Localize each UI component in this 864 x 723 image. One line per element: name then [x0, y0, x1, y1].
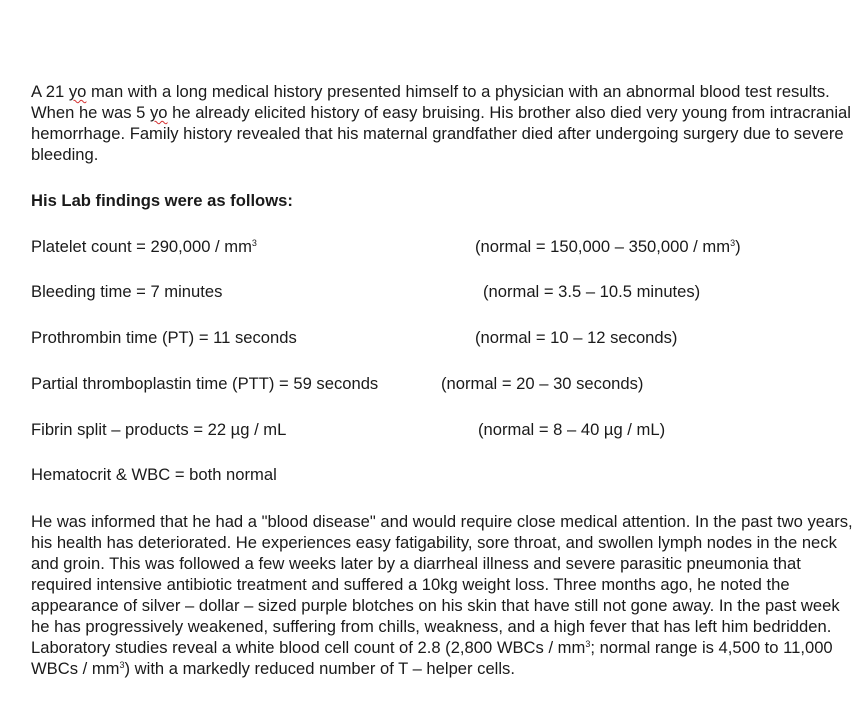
intro-text-2: man with a long medical history presented himself to a physician with an abnormal blood test results. When he was 5 — [31, 82, 830, 122]
lab-row-fibrin — [31, 419, 286, 440]
document-body — [31, 81, 853, 678]
intro-text-1: A 21 — [31, 82, 69, 101]
lab-normal-pt — [475, 327, 677, 348]
lab-normal-range: (normal = 150,000 – 350,000 / mm — [475, 237, 731, 256]
lab-normal-range: (normal = 3.5 – 10.5 minutes) — [483, 282, 701, 301]
lab-normal-bleeding-time — [483, 281, 700, 302]
superscript: 3 — [251, 238, 257, 248]
lab-normal-fibrin — [478, 419, 665, 440]
lab-finding: Fibrin split – products = 22 µg / mL — [31, 420, 287, 439]
lab-row-ptt — [31, 373, 378, 394]
lab-row-platelet — [31, 236, 257, 257]
lab-normal-range: (normal = 20 – 30 seconds) — [441, 374, 644, 393]
spellcheck-word-yo-1[interactable]: yo — [68, 82, 87, 101]
lab-finding: Platelet count = 290,000 / mm — [31, 237, 252, 256]
lab-row-bleeding-time — [31, 281, 222, 302]
superscript: 3 — [730, 238, 736, 248]
lab-normal-range-end: ) — [735, 237, 741, 256]
lab-findings-heading: His Lab findings were as follows: — [31, 191, 293, 210]
intro-text-3: he already elicited history of easy bruising. His brother also died very young from intracranial hemorrhage. Family history revealed that his maternal grandfather died after undergoing surgery due to severe bleeding. — [31, 103, 851, 164]
spellcheck-word-yo-2[interactable]: yo — [149, 103, 168, 122]
history-text-1: He was informed that he had a "blood disease" and would require close medical attention. In the past two years, his health has deteriorated. He experiences easy fatigability, sore throat, and swollen lymph nodes in the neck and groin. This was followed a few weeks later by a diarrheal illness and severe parasitic pneumonia that required intensive antibiotic treatment and suffered a 10kg weight loss. Three months ago, he noted the appearance of silver – dollar – sized purple blotches on his skin that have still not gone away. In the past week he has progressively weakened, suffering from chills, weakness, and a high fever that has left him bedridden. Laboratory studies reveal a white blood cell count of 2.8 (2,800 WBCs / mm — [31, 512, 853, 657]
lab-finding: Prothrombin time (PT) = 11 seconds — [31, 328, 297, 347]
lab-finding: Bleeding time = 7 minutes — [31, 282, 223, 301]
history-text-2: ; normal range is 4,500 to 11,000 WBCs / mm — [31, 638, 833, 678]
lab-finding: Partial thromboplastin time (PTT) = 59 seconds — [31, 374, 379, 393]
lab-normal-ptt — [441, 373, 643, 394]
history-paragraph — [31, 511, 853, 679]
lab-row-pt — [31, 327, 297, 348]
superscript: 3 — [119, 660, 125, 670]
case-intro-paragraph — [31, 81, 853, 165]
lab-normal-platelet — [475, 236, 741, 257]
lab-normal-range: (normal = 10 – 12 seconds) — [475, 328, 678, 347]
lab-row-hematocrit — [31, 464, 277, 485]
lab-finding: Hematocrit & WBC = both normal — [31, 465, 277, 484]
lab-normal-range: (normal = 8 – 40 µg / mL) — [478, 420, 666, 439]
superscript: 3 — [585, 639, 591, 649]
history-text-3: ) with a markedly reduced number of T – helper cells. — [124, 659, 515, 678]
